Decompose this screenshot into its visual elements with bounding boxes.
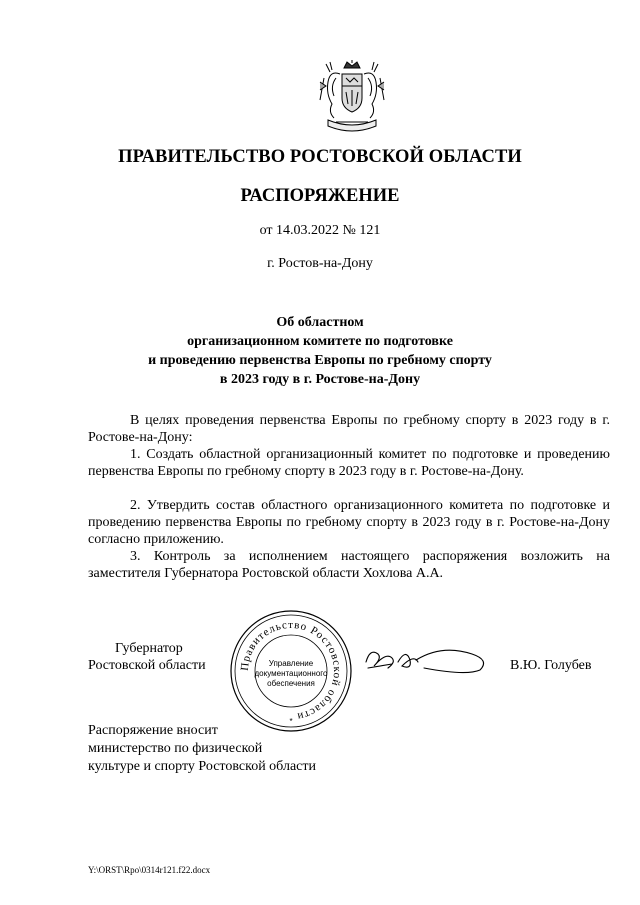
- item-1-paragraph: 1. Создать областной организационный комитет по подготовке и проведению первенства Европы по гребному спорту в 2023 году в г. Ростове-на-Дону.: [88, 447, 610, 479]
- handwritten-signature: [362, 640, 492, 680]
- subject-line: Об областном: [276, 315, 364, 330]
- svg-text:документационного: документационного: [254, 669, 328, 678]
- svg-text:обеспечения: обеспечения: [267, 679, 315, 688]
- document-city: г. Ростов-на-Дону: [267, 256, 373, 271]
- subject-line: организационном комитете по подготовке: [187, 334, 453, 349]
- signatory-title: Губернатор: [115, 641, 183, 656]
- subject-line: и проведению первенства Европы по гребному спорту: [148, 353, 492, 368]
- introduced-by-line: Распоряжение вносит: [88, 723, 218, 738]
- document-date-number: от 14.03.2022 № 121: [259, 223, 381, 238]
- svg-text:Управление: Управление: [268, 659, 314, 668]
- document-type-title: РАСПОРЯЖЕНИЕ: [240, 186, 400, 206]
- preamble-paragraph: В целях проведения первенства Европы по гребному спорту в 2023 году в г. Ростове-на-Дону:: [88, 413, 610, 445]
- signatory-name: В.Ю. Голубев: [510, 658, 592, 673]
- introduced-by-line: министерство по физической: [88, 741, 263, 756]
- signatory-region: Ростовской области: [88, 658, 206, 673]
- official-seal-stamp: [228, 608, 354, 734]
- introduced-by-line: культуре и спорту Ростовской области: [88, 759, 316, 774]
- item-3-paragraph: 3. Контроль за исполнением настоящего распоряжения возложить на заместителя Губернатора Ростовской области Хохлова А.А.: [88, 549, 610, 581]
- svg-text:Правительство Ростовской облас: Правительство Ростовской области: [238, 618, 344, 723]
- svg-text:*: *: [289, 717, 293, 726]
- file-path-footer: Y:\ORST\Rpo\0314r121.f22.docx: [88, 865, 211, 875]
- coat-of-arms-emblem: [318, 60, 386, 138]
- item-2-paragraph: 2. Утвердить состав областного организационного комитета по подготовке и проведению первенства Европы по гребному спорту в 2023 году в г. Ростове-на-Дону согласно приложению.: [88, 498, 610, 547]
- subject-line: в 2023 году в г. Ростове-на-Дону: [219, 372, 421, 387]
- organization-title: ПРАВИТЕЛЬСТВО РОСТОВСКОЙ ОБЛАСТИ: [118, 147, 522, 167]
